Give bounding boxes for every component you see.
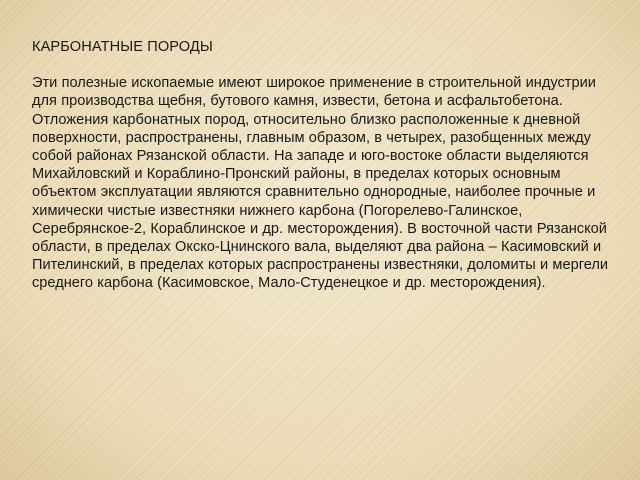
slide-title: КАРБОНАТНЫЕ ПОРОДЫ bbox=[32, 39, 213, 55]
slide-paragraph: Эти полезные ископаемые имеют широкое применение в строительной индустрии для производства щебня, бутового камня, извести, бетона и асфальтобетона. Отложения карбонатных пород, относительно близко расположенные к дневной поверхности, распространены, главным образом, в четырех, разобщенных между собой районах Рязанской области. На западе и юго-востоке области выделяются Михайловский и Кораблино-Пронский районы, в пределах которых основным объектом эксплуатации являются сравнительно однородные, наиболее прочные и химически чистые известняки нижнего карбона (Погорелево-Галинское, Серебрянское-2, Кораблинское и др. месторождения). В восточной части Рязанской области, в пределах Окско-Цнинского вала, выделяют два района – Касимовский и Пителинский, в пределах которых распространены известняки, доломиты и мергели среднего карбона (Касимовское, Мало-Студенецкое и др. месторождения). bbox=[32, 75, 608, 292]
slide-content bbox=[32, 38, 622, 293]
